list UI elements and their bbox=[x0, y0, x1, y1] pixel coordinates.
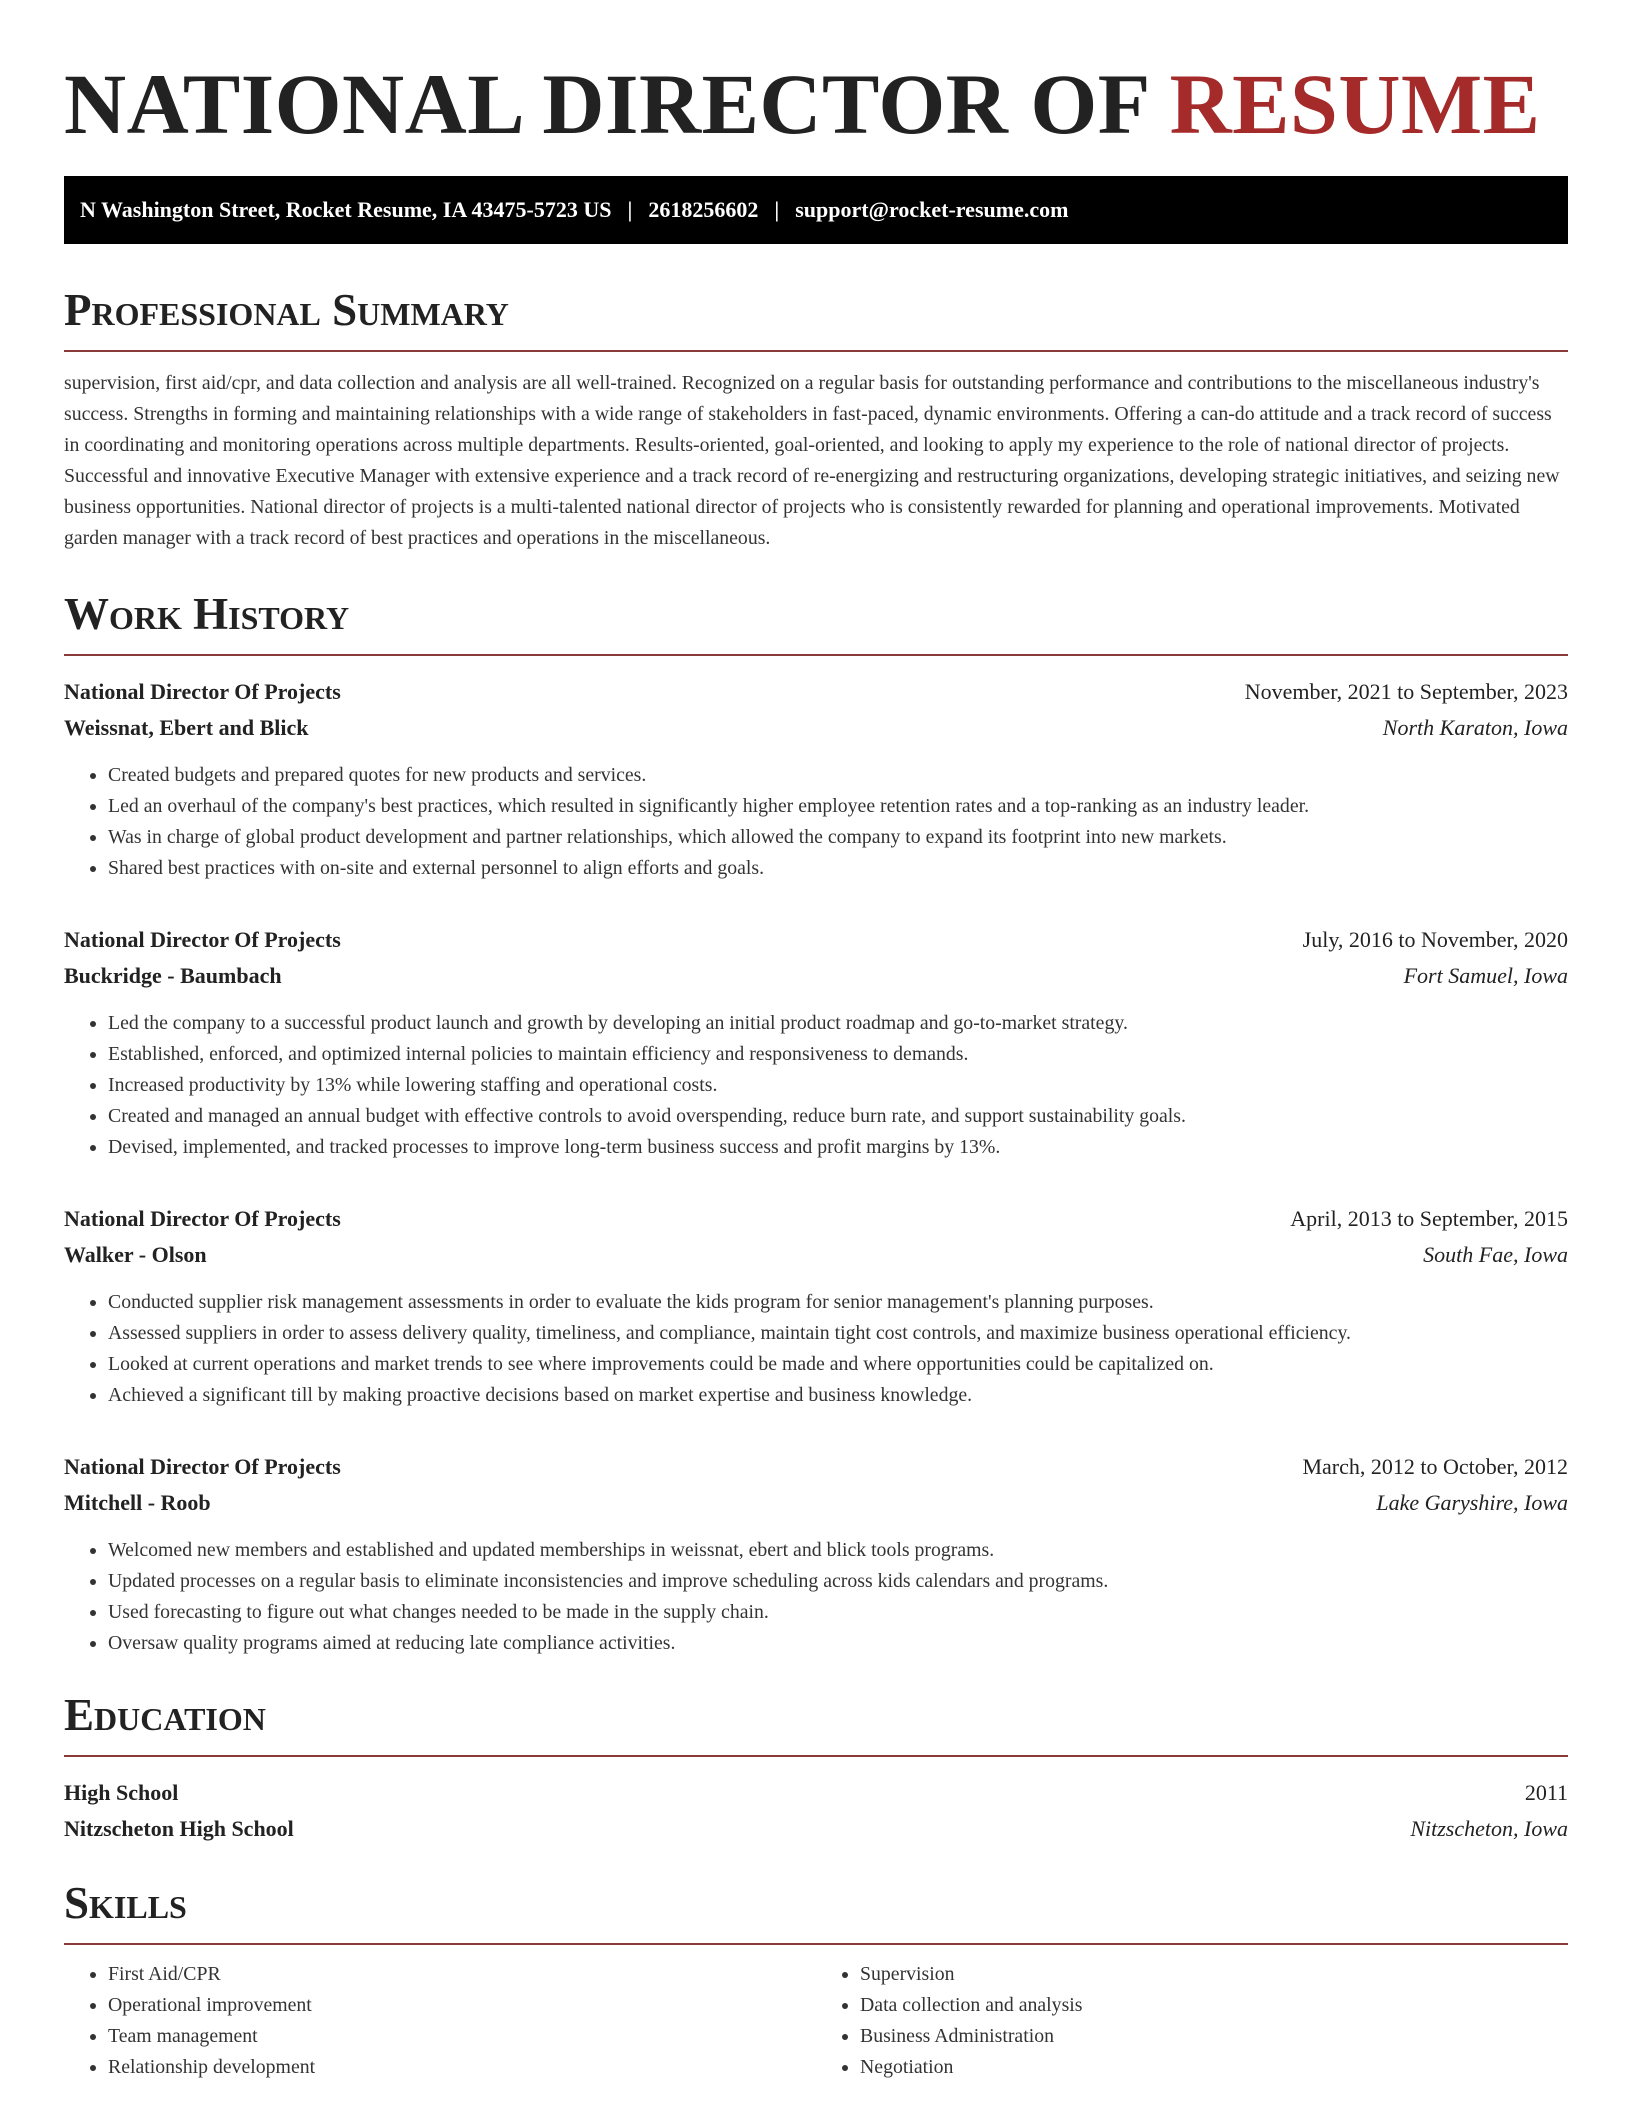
summary-heading: Professional Summary bbox=[64, 284, 1568, 352]
job-company: Weissnat, Ebert and Blick bbox=[64, 715, 309, 740]
job-location: South Fae, Iowa bbox=[1423, 1242, 1568, 1267]
skill-item: • Supervision bbox=[860, 1959, 1568, 1990]
job-company: Mitchell - Roob bbox=[64, 1490, 211, 1515]
job-dates: July, 2016 to November, 2020 bbox=[1302, 927, 1568, 952]
education-year: 2011 bbox=[1524, 1780, 1568, 1805]
summary-text: supervision, first aid/cpr, and data collection and analysis are all well-trained. Recognized on a regular basis for outstanding performance and contributions to the miscellaneous industry's success. Strengths in forming and maintaining relationships with a wide range of stakeholders in fast-paced, dynamic environments. Offering a can-do attitude and a track record of success in coordinating and monitoring operations across multiple departments. Results-oriented, goal-oriented, and looking to apply my experience to the role of national director of projects. Successful and innovative Executive Manager with extensive experience and a track record of re-energizing and restructuring organizations, developing strategic initiatives, and seizing new business opportunities. National director of projects is a multi-talented national director of projects who is consistently rewarded for planning and operational improvements. Motivated garden manager with a track record of best practices and operations in the miscellaneous. bbox=[64, 372, 1560, 549]
job-company: Walker - Olson bbox=[64, 1242, 207, 1267]
job-bullets bbox=[64, 1008, 1568, 1163]
list-item: • Created budgets and prepared quotes for new products and services. bbox=[108, 760, 1568, 791]
skill-item: • Team management bbox=[108, 2021, 816, 2052]
skills-section bbox=[64, 1877, 1568, 2083]
work-history-section bbox=[64, 588, 1568, 1659]
list-item: • Shared best practices with on-site and external personnel to align efforts and goals. bbox=[108, 853, 1568, 884]
job-title: National Director Of Projects bbox=[64, 1206, 341, 1231]
contact-separator: | bbox=[774, 197, 780, 222]
list-item: • Welcomed new members and established and updated memberships in weissnat, ebert and blick tools programs. bbox=[108, 1535, 1568, 1566]
skill-item: • Operational improvement bbox=[108, 1990, 816, 2021]
education-location: Nitzscheton, Iowa bbox=[1410, 1816, 1568, 1841]
contact-email: support@rocket-resume.com bbox=[795, 197, 1069, 222]
list-item: • Led an overhaul of the company's best practices, which resulted in significantly higher employee retention rates and a top-ranking as an industry leader. bbox=[108, 791, 1568, 822]
job-title: National Director Of Projects bbox=[64, 679, 341, 704]
education-entry bbox=[64, 1775, 1568, 1847]
job-title: National Director Of Projects bbox=[64, 1454, 341, 1479]
list-item: • Increased productivity by 13% while lowering staffing and operational costs. bbox=[108, 1070, 1568, 1101]
list-item: • Was in charge of global product development and partner relationships, which allowed the company to expand its footprint into new markets. bbox=[108, 822, 1568, 853]
list-item: • Devised, implemented, and tracked processes to improve long-term business success and profit margins by 13%. bbox=[108, 1132, 1568, 1163]
skill-item: • Relationship development bbox=[108, 2052, 816, 2083]
skill-item: • Business Administration bbox=[860, 2021, 1568, 2052]
job-bullets bbox=[64, 1287, 1568, 1411]
skill-item: • First Aid/CPR bbox=[108, 1959, 816, 1990]
skills-list-right bbox=[816, 1959, 1568, 2083]
skills-columns bbox=[64, 1959, 1568, 2083]
list-item: • Established, enforced, and optimized internal policies to maintain efficiency and responsiveness to demands. bbox=[108, 1039, 1568, 1070]
title-accent: RESUME bbox=[1169, 56, 1541, 152]
education-degree: High School bbox=[64, 1780, 179, 1805]
list-item: • Looked at current operations and market trends to see where improvements could be made and where opportunities could be capitalized on. bbox=[108, 1349, 1568, 1380]
contact-phone: 2618256602 bbox=[648, 197, 759, 222]
list-item: • Created and managed an annual budget with effective controls to avoid overspending, reduce burn rate, and support sustainability goals. bbox=[108, 1101, 1568, 1132]
education-section bbox=[64, 1689, 1568, 1847]
job-entry bbox=[64, 1449, 1568, 1659]
list-item: • Assessed suppliers in order to assess delivery quality, timeliness, and compliance, maintain tight cost controls, and maximize business operational efficiency. bbox=[108, 1318, 1568, 1349]
job-bullets bbox=[64, 1535, 1568, 1659]
education-heading: Education bbox=[64, 1689, 1568, 1757]
job-dates: April, 2013 to September, 2015 bbox=[1290, 1206, 1568, 1231]
job-bullets bbox=[64, 760, 1568, 884]
skills-heading: Skills bbox=[64, 1877, 1568, 1945]
job-location: Lake Garyshire, Iowa bbox=[1376, 1490, 1568, 1515]
job-location: Fort Samuel, Iowa bbox=[1403, 963, 1568, 988]
list-item: • Used forecasting to figure out what changes needed to be made in the supply chain. bbox=[108, 1597, 1568, 1628]
job-title: National Director Of Projects bbox=[64, 927, 341, 952]
contact-separator: | bbox=[627, 197, 633, 222]
work-history-heading: Work History bbox=[64, 588, 1568, 656]
job-entry bbox=[64, 1201, 1568, 1411]
skill-item: • Negotiation bbox=[860, 2052, 1568, 2083]
summary-section bbox=[64, 284, 1568, 554]
job-dates: March, 2012 to October, 2012 bbox=[1302, 1454, 1568, 1479]
list-item: • Led the company to a successful product launch and growth by developing an initial product roadmap and go-to-market strategy. bbox=[108, 1008, 1568, 1039]
education-school: Nitzscheton High School bbox=[64, 1816, 294, 1841]
contact-address: N Washington Street, Rocket Resume, IA 43475-5723 US bbox=[80, 197, 612, 222]
list-item: • Achieved a significant till by making proactive decisions based on market expertise and business knowledge. bbox=[108, 1380, 1568, 1411]
list-item: • Oversaw quality programs aimed at reducing late compliance activities. bbox=[108, 1628, 1568, 1659]
contact-bar bbox=[64, 176, 1568, 244]
resume-title bbox=[64, 54, 1568, 154]
job-company: Buckridge - Baumbach bbox=[64, 963, 282, 988]
skill-item: • Data collection and analysis bbox=[860, 1990, 1568, 2021]
skills-list-left bbox=[64, 1959, 816, 2083]
job-entry bbox=[64, 674, 1568, 884]
title-main: NATIONAL DIRECTOR OF bbox=[64, 56, 1148, 152]
list-item: • Conducted supplier risk management assessments in order to evaluate the kids program for senior management's planning purposes. bbox=[108, 1287, 1568, 1318]
job-location: North Karaton, Iowa bbox=[1382, 715, 1568, 740]
job-dates: November, 2021 to September, 2023 bbox=[1244, 679, 1568, 704]
list-item: • Updated processes on a regular basis to eliminate inconsistencies and improve scheduling across kids calendars and programs. bbox=[108, 1566, 1568, 1597]
job-entry bbox=[64, 922, 1568, 1163]
